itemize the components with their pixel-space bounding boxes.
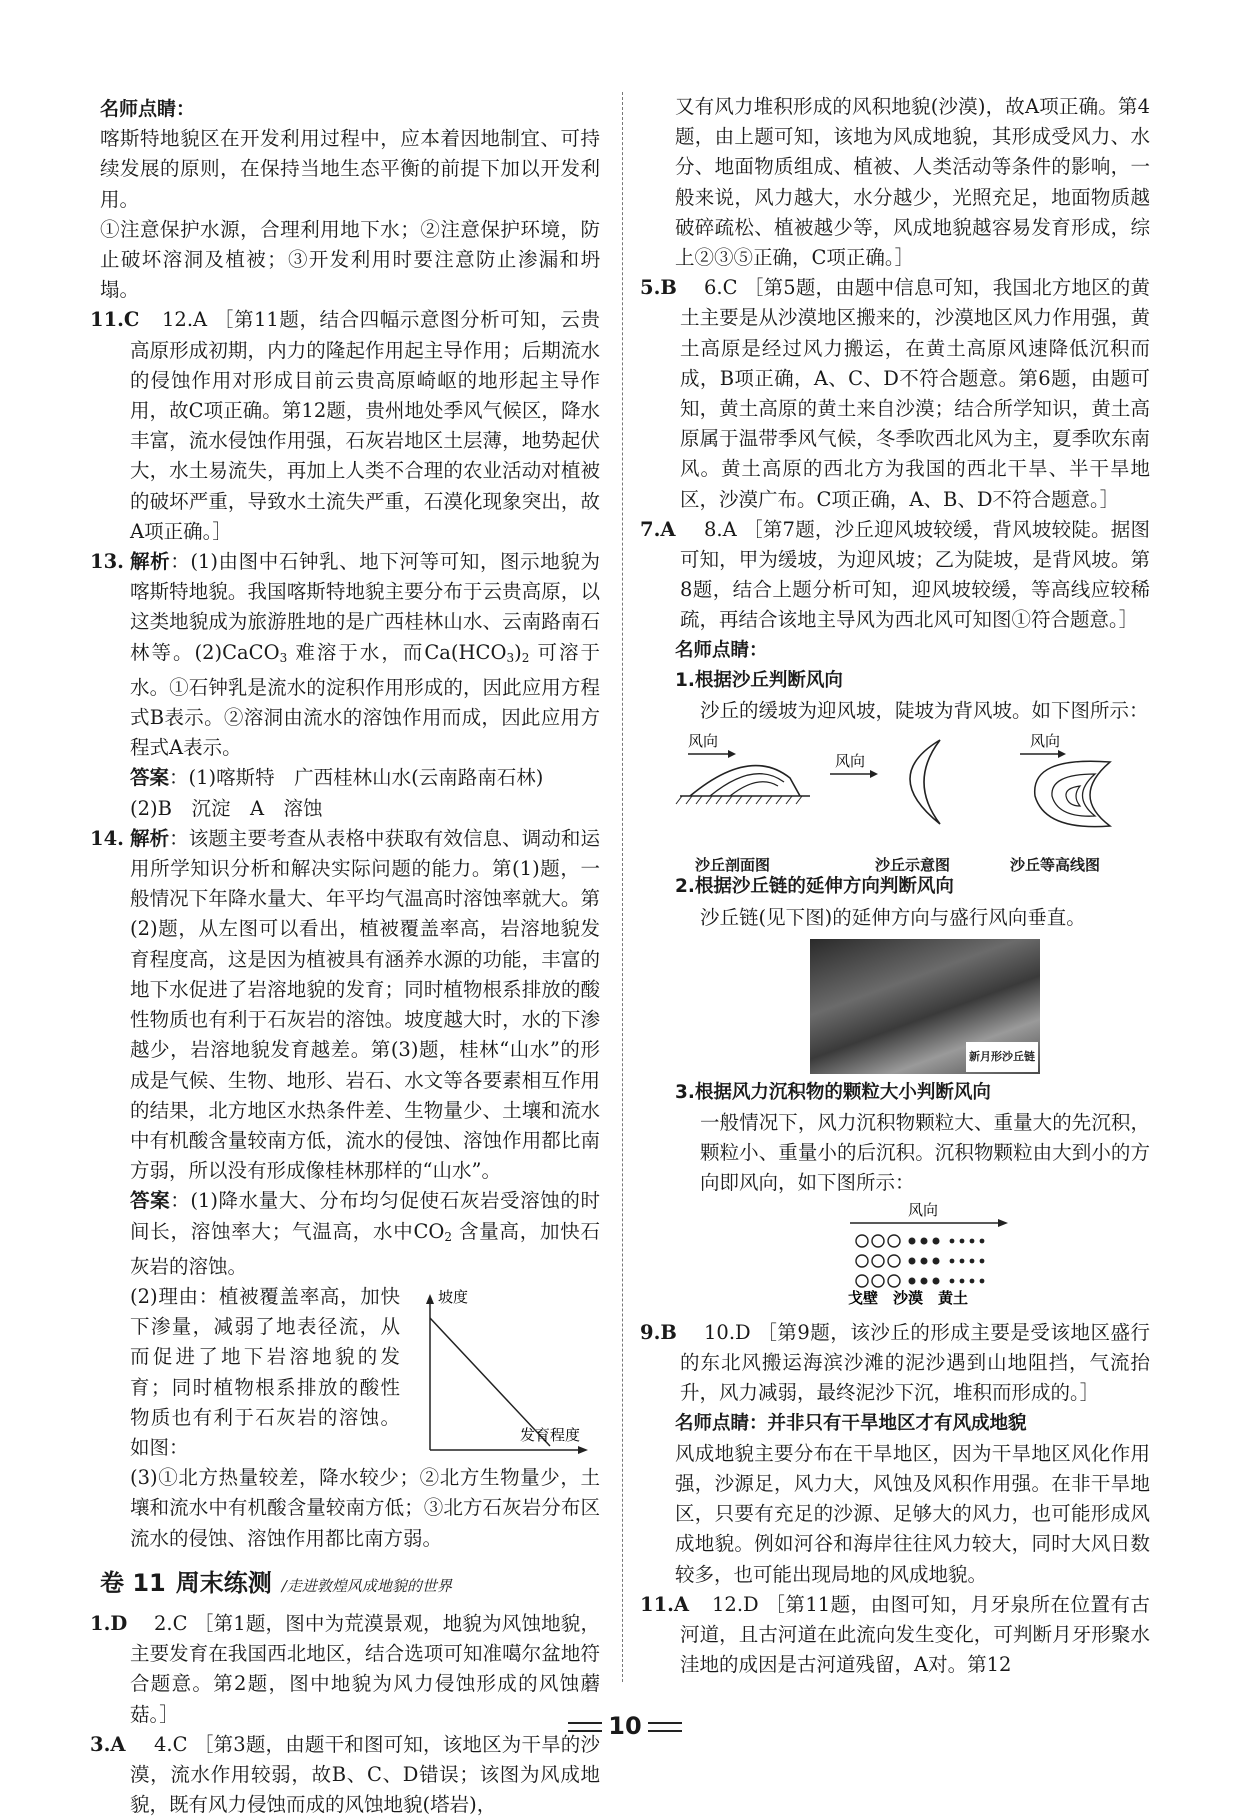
wind-label-4: 风向 xyxy=(908,1200,939,1219)
tip-heading: 名师点睛： xyxy=(675,639,768,661)
answer-with-graph xyxy=(130,1282,600,1463)
method-3-text: 一般情况下，风力沉积物颗粒大、重量大的先沉积，颗粒小、重量小的后沉积。沉积物颗粒由大到小的方向即风向，如下图所示： xyxy=(700,1111,1150,1195)
continued-text: 又有风力堆积形成的风积地貌(沙漠)，故A项正确。第4题，由上题可知，该地为风成地貌，其形成受风力、水分、地面物质组成、植被、人类活动等条件的影响，一般来说，风力越大，水分越少，光照充足，地面物质越破碎疏松、植被越少等，风成地貌越容易发育形成，综上②③⑤正确，C项正确。］ xyxy=(675,95,1150,270)
analysis-label: 解析 xyxy=(130,550,171,574)
method-3-heading: 3.根据风力沉积物的颗粒大小判断风向 xyxy=(675,1081,991,1103)
answer-text: 8.A ［第7题，沙丘迎风坡较缓，背风坡较陡。据图可知，甲为缓坡，为迎风坡；乙为陡坡，是背风坡。第8题，结合上题分析可知，迎风坡较缓，等高线应较稀疏，再结合该地主导风为西北风可知图①符合题意。］ xyxy=(680,517,1150,632)
analysis-text: ) xyxy=(514,640,522,664)
answer-11-12-right xyxy=(640,1590,1150,1681)
answer-number: 9.B xyxy=(640,1320,677,1344)
dune-diagrams xyxy=(650,726,1150,841)
subscript: 2 xyxy=(521,650,530,665)
section-title: 周末练测 xyxy=(175,1568,272,1597)
method-1-heading: 1.根据沙丘判断风向 xyxy=(675,669,843,691)
answer-11-12 xyxy=(90,305,600,547)
answer-text: 2.C ［第1题，图中为荒漠景观，地貌为风蚀地貌，主要发育在我国西北地区，结合选项可知准噶尔盆地符合题意。第2题，图中地貌为风力侵蚀形成的风蚀蘑菇。］ xyxy=(130,1611,600,1726)
slope-development-graph xyxy=(400,1282,600,1462)
grain-labels: 戈壁 沙漠 黄土 xyxy=(848,1288,969,1307)
analysis-text: 可溶于水。①石钟乳是流水的淀积作用形成的，因此应用方程式B表示。②溶洞由流水的溶蚀作用而成，因此应用方程式A表示。 xyxy=(130,640,601,760)
answer-text: (2)B 沉淀 A 溶蚀 xyxy=(130,796,323,820)
graph-x-label: 发育程度 xyxy=(520,1425,581,1444)
answer-number: 7.A xyxy=(640,517,676,541)
answer-number: 14. xyxy=(90,826,124,850)
answer-text: (2)理由：植被覆盖率高，加快下渗量，减弱了地表径流，从而促进了地下岩溶地貌的发育；同时植物根系排放的酸性物质也有利于石灰岩的溶蚀。如图： xyxy=(130,1284,400,1459)
analysis-label: 解析 xyxy=(130,826,170,850)
answer-text: 10.D ［第9题，该沙丘的形成主要是受该地区盛行的东北风搬运海滨沙滩的泥沙遇到山地阻挡，气流抬升，风力减弱，最终泥沙下沉，堆积而形成的。］ xyxy=(680,1320,1150,1405)
subscript: 2 xyxy=(444,1229,453,1244)
tip-paragraph-1: 喀斯特地貌区在开发利用过程中，应本着因地制宜、可持续发展的原则，在保持当地生态平衡的前提下加以开发利用。 xyxy=(100,127,600,211)
answer-text: ：(1)喀斯特 广西桂林山水(云南路南石林) xyxy=(169,766,544,790)
dune-chain-photo xyxy=(810,939,1040,1074)
answer-text: 含量高，加快石灰岩的溶蚀。 xyxy=(130,1219,600,1278)
answer-block xyxy=(130,763,600,793)
answer-number: 3.A xyxy=(90,1732,126,1756)
answer-label: 答案 xyxy=(130,766,170,790)
grain-size-diagram xyxy=(650,1199,1150,1309)
answer-5-6 xyxy=(640,273,1150,515)
answer-number: 11.C xyxy=(90,308,140,332)
answer-text: 12.A ［第11题，结合四幅示意图分析可知，云贵高原形成初期，内力的隆起作用起主导作用；后期流水的侵蚀作用对形成目前云贵高原崎岖的地形起主导作用，故C项正确。第12题，贵州地处季风气候区，降水丰富，流水侵蚀作用强，石灰岩地区土层薄，地势起伏大，水土易流失，再加上人类不合理的农业活动对植被的破坏严重，导致水土流失严重，石漠化现象突出，故A项正确。］ xyxy=(130,308,600,543)
graph-y-label: 坡度 xyxy=(438,1287,469,1306)
right-column xyxy=(640,92,1150,1680)
left-column xyxy=(90,92,601,1820)
answer-14 xyxy=(90,824,600,1554)
section-subtitle: /走进敦煌风成地貌的世界 xyxy=(281,1576,452,1595)
caption-profile: 沙丘剖面图 xyxy=(695,856,771,875)
dune-captions xyxy=(650,850,1150,875)
caption-contour: 沙丘等高线图 xyxy=(1010,856,1101,875)
tip-heading: 名师点睛： xyxy=(100,98,196,120)
analysis-text: 难溶于水，而Ca(HCO xyxy=(287,640,507,664)
tip-2-heading: 名师点睛：并非只有干旱地区才有风成地貌 xyxy=(675,1412,1027,1434)
page-number xyxy=(0,1712,1250,1740)
tip-2-text: 风成地貌主要分布在干旱地区，因为干旱地区风化作用强，沙源足，风力大，风蚀及风积作用强。在非干旱地区，只要有充足的沙源、足够大的风力，也可能形成风成地貌。例如河谷和海岸往往风力较大，同时大风日数较多，也可能出现局地的风成地貌。 xyxy=(675,1441,1150,1586)
wind-label-2: 风向 xyxy=(835,752,866,771)
page-number-rule-left xyxy=(568,1722,602,1732)
tip-paragraph-2: ①注意保护水源，合理利用地下水；②注意保护环境，防止破坏溶洞及植被；③开发利用时要注意防止渗漏和坍塌。 xyxy=(100,217,600,302)
section-header xyxy=(100,1568,600,1601)
answer-number: 1.D xyxy=(90,1611,128,1635)
answer-label: 答案 xyxy=(130,1189,171,1213)
page-number-rule-right xyxy=(648,1722,682,1732)
answer-9-10 xyxy=(640,1318,1150,1409)
section-volume: 卷 11 xyxy=(100,1568,166,1597)
analysis-text: ：(1)由图中石钟乳、地下河等可知，图示地貌为喀斯特地貌。我国喀斯特地貌主要分布于云贵高原，以这类地貌成为旅游胜地的是广西桂林山水、云南路南石林等。(2)CaCO xyxy=(130,550,600,664)
answer-text: (3)①北方热量较差，降水较少；②北方生物量少，土壤和流水中有机酸含量较南方低；③北方石灰岩分布区流水的侵蚀、溶蚀作用都比南方弱。 xyxy=(130,1466,600,1550)
answer-7-8 xyxy=(640,515,1150,636)
caption-plan: 沙丘示意图 xyxy=(875,856,951,875)
answer-number: 13. xyxy=(90,550,124,574)
answer-text: ：(1)降水量大、分布均匀促使石灰岩受溶蚀的时间长，溶蚀率大；气温高，水中CO xyxy=(130,1189,600,1243)
column-divider xyxy=(622,92,623,1682)
method-1-text: 沙丘的缓坡为迎风坡，陡坡为背风坡。如下图所示： xyxy=(700,699,1149,723)
answer-number: 5.B xyxy=(640,276,677,300)
answer-text: 6.C ［第5题，由题中信息可知，我国北方地区的黄土主要是从沙漠地区搬来的，沙漠地区风力作用强，黄土高原是经过风力搬运，在黄土高原风速降低沉积而成，B项正确，A、C、D不符合题意。第6题，由题可知，黄土高原的黄土来自沙漠；结合所学知识，黄土高原属于温带季风气候，冬季吹西北风为主，夏季吹东南风。黄土高原的西北方为我国的西北干旱、半干旱地区，沙漠广布。C项正确，A、B、D不符合题意。］ xyxy=(680,276,1150,511)
answer-text: 4.C ［第3题，由题干和图可知，该地区为干旱的沙漠，流水作用较弱，故B、C、D错误；该图为风成地貌，既有风力侵蚀而成的风蚀地貌(塔岩)， xyxy=(130,1732,600,1817)
answer-number: 11.A xyxy=(640,1592,690,1616)
answer-block xyxy=(130,1186,600,1282)
subscript: 3 xyxy=(279,650,288,665)
photo-caption: 新月形沙丘链 xyxy=(966,1042,1038,1072)
subscript: 3 xyxy=(506,650,515,665)
answer-3-4 xyxy=(90,1730,600,1820)
wind-label-1: 风向 xyxy=(688,732,719,751)
analysis-text: ：该题主要考查从表格中获取有效信息、调动和运用所学知识分析和解决实际问题的能力。第(1)题，一般情况下年降水量大、年平均气温高时溶蚀率就大。第(2)题，从左图可以看出，植被覆盖率高，岩溶地貌发育程度高，这是因为植被具有涵养水源的功能，丰富的地下水促进了岩溶地貌的发育；同时植物根系排放的酸性物质也有利于石灰岩的溶蚀。坡度越大时，水的下渗越少，岩溶地貌发育越差。第(3)题，桂林“山水”的形成是气候、生物、地形、岩石、水文等各要素相互作用的结果，北方地区水热条件差、生物量少、土壤和流水中有机酸含量较南方低，流水的侵蚀、溶蚀作用都比南方弱，所以没有形成像桂林那样的“山水”。 xyxy=(130,826,600,1183)
method-2-heading: 2.根据沙丘链的延伸方向判断风向 xyxy=(675,876,954,898)
answer-13 xyxy=(90,547,601,824)
wind-label-3: 风向 xyxy=(1030,732,1061,751)
answer-text: 12.D ［第11题，由图可知，月牙泉所在位置有古河道，且古河道在此流向发生变化，可判断月牙形聚水洼地的成因是古河道残留，A对。第12 xyxy=(680,1592,1150,1677)
method-2-text: 沙丘链(见下图)的延伸方向与盛行风向垂直。 xyxy=(700,905,1086,929)
page-number-text: 10 xyxy=(608,1712,642,1740)
